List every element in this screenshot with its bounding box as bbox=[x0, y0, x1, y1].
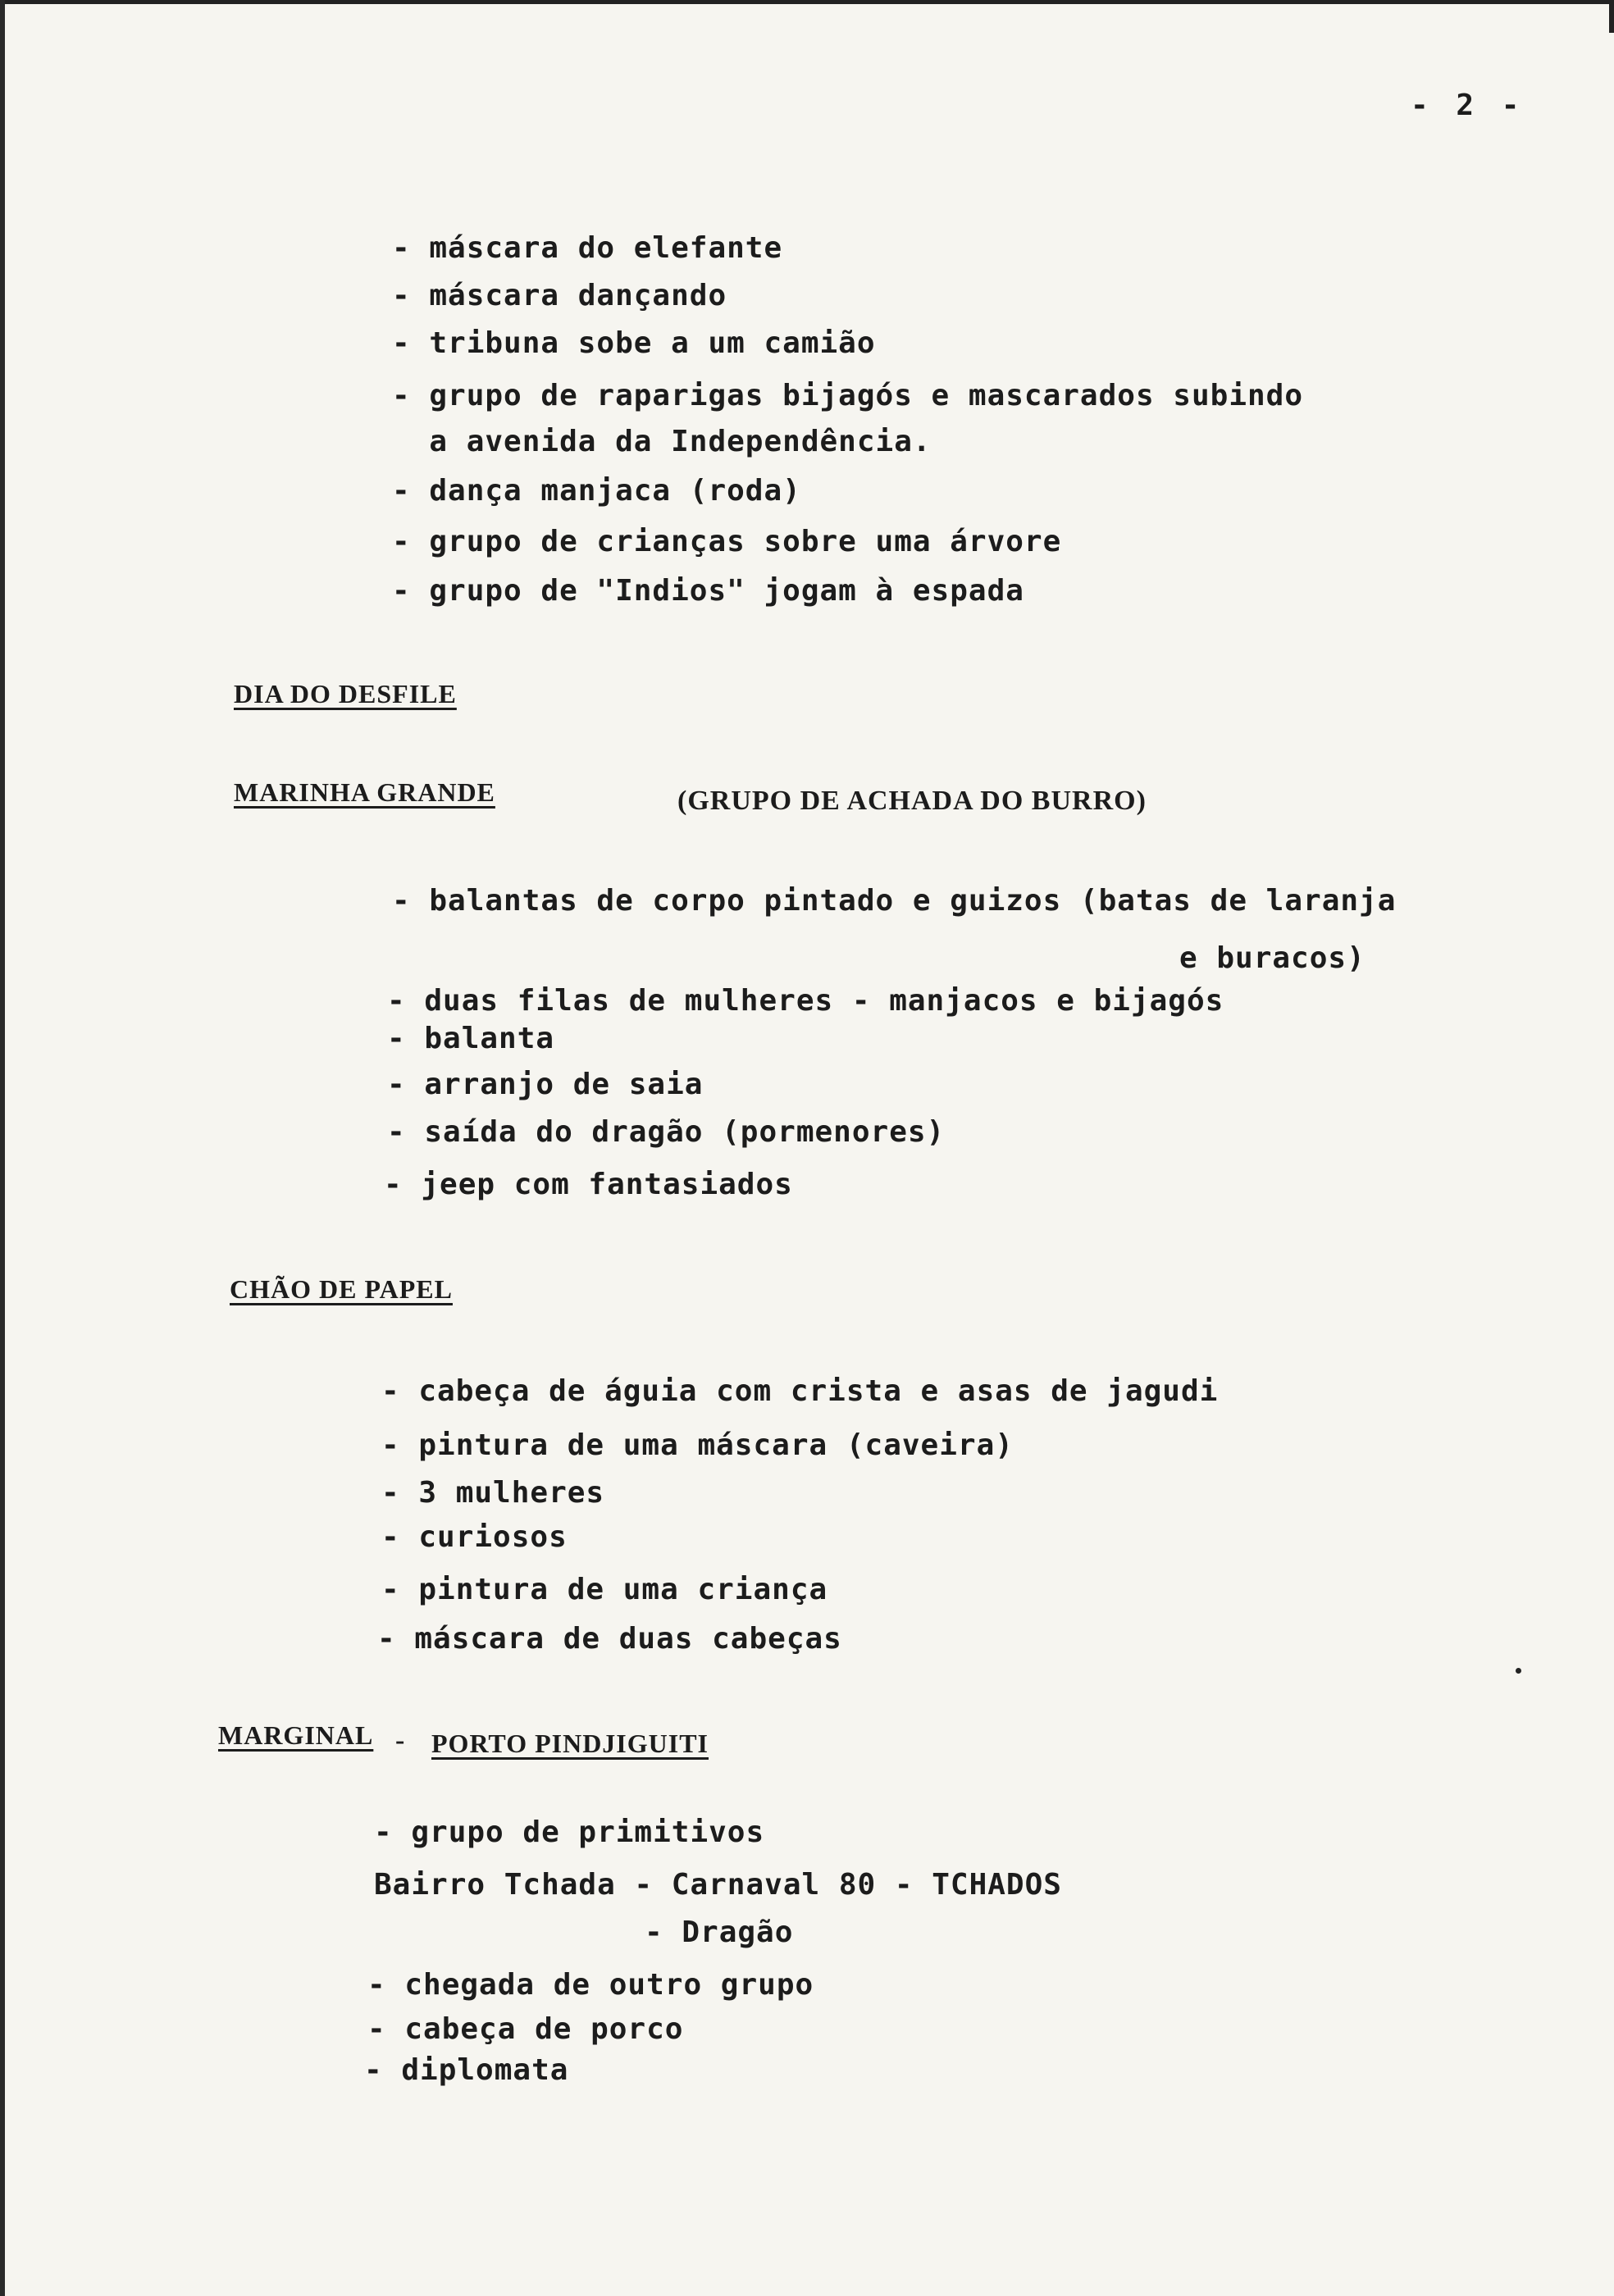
list-item: - balanta bbox=[387, 1022, 555, 1055]
list-item: - arranjo de saia bbox=[387, 1068, 704, 1101]
list-item: - cabeça de águia com crista e asas de jagudi bbox=[381, 1374, 1219, 1408]
scan-border-left bbox=[0, 0, 5, 2296]
list-item: - chegada de outro grupo bbox=[367, 1968, 814, 2002]
section-heading-marginal: MARGINAL bbox=[218, 1720, 374, 1750]
list-item: - grupo de primitivos bbox=[374, 1815, 765, 1849]
list-item: - pintura de uma máscara (caveira) bbox=[381, 1428, 1014, 1462]
section-subheading: (GRUPO DE ACHADA DO BURRO) bbox=[677, 786, 1147, 816]
list-item: - grupo de "Indios" jogam à espada bbox=[392, 574, 1024, 608]
heading-separator: - bbox=[395, 1725, 406, 1756]
section-heading-chao-de-papel: CHÃO DE PAPEL bbox=[230, 1274, 453, 1304]
list-item: - máscara dançando bbox=[392, 279, 727, 312]
list-item: - diplomata bbox=[364, 2053, 569, 2087]
list-item: - grupo de raparigas bijagós e mascarados subindo bbox=[392, 379, 1304, 412]
list-item: - jeep com fantasiados bbox=[384, 1168, 793, 1201]
list-item: - dança manjaca (roda) bbox=[392, 474, 801, 508]
list-item: e buracos) bbox=[1179, 941, 1366, 975]
scan-speck bbox=[1516, 1668, 1521, 1674]
list-item: - 3 mulheres bbox=[381, 1476, 605, 1510]
list-item: - saída do dragão (pormenores) bbox=[387, 1115, 946, 1149]
list-item: - balantas de corpo pintado e guizos (batas de laranja bbox=[392, 884, 1397, 918]
list-item: - grupo de crianças sobre uma árvore bbox=[392, 525, 1062, 558]
section-heading-porto-pindjiguiti: PORTO PINDJIGUITI bbox=[431, 1729, 709, 1758]
page-number: - 2 - bbox=[1411, 89, 1525, 122]
list-item: - tribuna sobe a um camião bbox=[392, 326, 876, 360]
section-heading-marinha-grande: MARINHA GRANDE bbox=[234, 777, 495, 807]
list-item: Bairro Tchada - Carnaval 80 - TCHADOS bbox=[374, 1868, 1062, 1902]
list-item: a avenida da Independência. bbox=[392, 425, 932, 458]
section-heading-desfile: DIA DO DESFILE bbox=[234, 679, 457, 708]
list-item: - Dragão bbox=[645, 1916, 794, 1949]
scan-border-right bbox=[1609, 0, 1614, 33]
list-item: - cabeça de porco bbox=[367, 2012, 684, 2046]
list-item: - máscara de duas cabeças bbox=[377, 1622, 842, 1656]
list-item: - máscara do elefante bbox=[392, 231, 783, 265]
list-item: - pintura de uma criança bbox=[381, 1573, 828, 1606]
scan-border-top bbox=[0, 0, 1614, 4]
list-item: - duas filas de mulheres - manjacos e bijagós bbox=[387, 984, 1224, 1018]
list-item: - curiosos bbox=[381, 1520, 568, 1554]
